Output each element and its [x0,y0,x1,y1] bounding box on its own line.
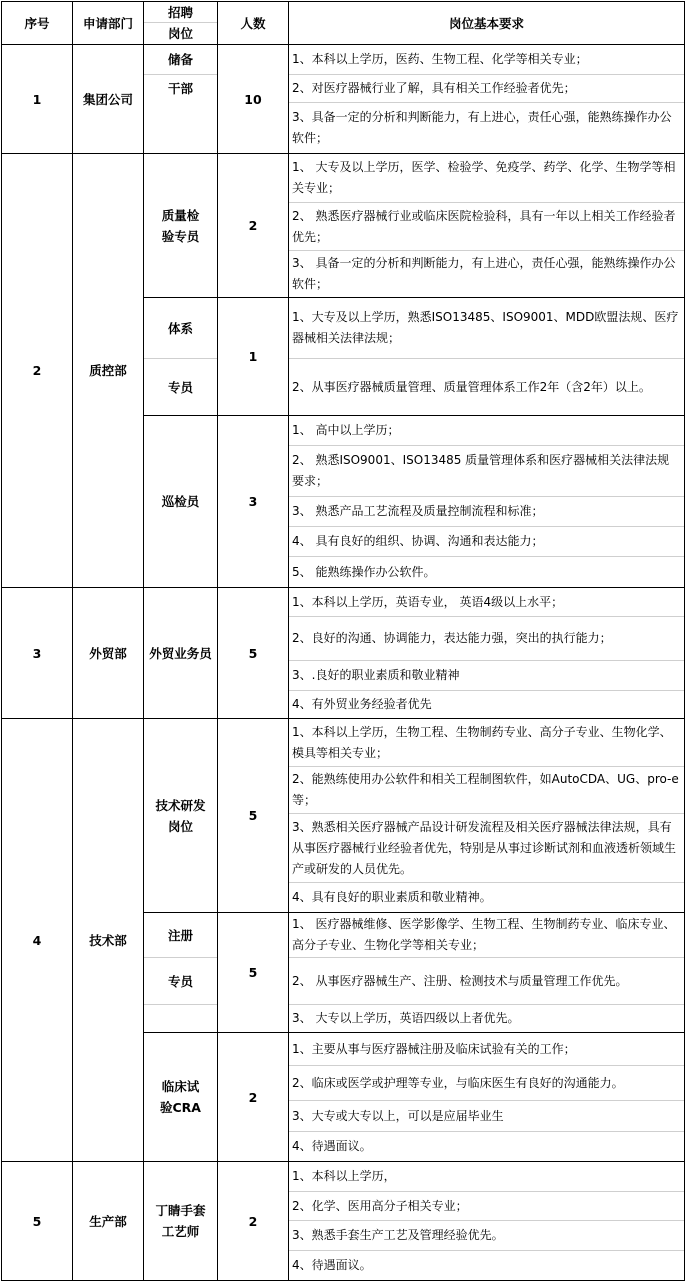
requirement-item: 4、 具有良好的组织、协调、沟通和表达能力； [292,534,544,548]
requirement-item: 2、 从事医疗器械生产、注册、检测技术与质量管理工作优先。 [292,973,628,988]
row-dept: 质控部 [89,363,127,378]
requirement-item: 4、具有良好的职业素质和敬业精神。 [292,890,492,904]
requirement-item: 3、 熟悉产品工艺流程及质量控制流程和标准； [292,504,544,518]
requirement-item: 2、良好的沟通、协调能力，表达能力强，突出的执行能力； [292,631,612,645]
header-post-line2: 岗位 [167,26,193,41]
requirement-item: 3、具备一定的分析和判断能力，有上进心，责任心强，能熟练操作办公软件； [292,110,672,145]
post-count: 3 [248,494,258,509]
post-count: 10 [244,91,262,107]
requirement-item: 1、本科以上学历， [292,1169,396,1183]
post-count: 1 [248,349,258,364]
requirement-item: 1、 医疗器械维修、医学影像学、生物工程、生物制药专业、临床专业、高分子专业、生物化学等相关专业； [292,917,676,952]
row-dept: 外贸部 [89,645,127,661]
requirement-item: 1、 高中以上学历； [292,423,400,437]
row-seq: 2 [32,363,42,378]
header-count: 人数 [240,15,266,31]
requirement-item: 4、有外贸业务经验者优先 [292,697,432,711]
post-name: 专员 [167,973,193,989]
requirement-item: 2、化学、医用高分子相关专业； [292,1198,468,1213]
post-count: 5 [248,808,258,823]
row-dept: 技术部 [89,932,127,948]
requirement-item: 1、本科以上学历，医药、生物工程、化学等相关专业； [292,52,588,66]
requirement-item: 3、 具备一定的分析和判断能力，有上进心，责任心强，能熟练操作办公软件； [292,256,676,291]
row-seq: 1 [32,91,42,107]
post-name: 干部 [167,81,193,96]
post-count: 5 [248,645,258,661]
requirement-item: 1、 大专及以上学历，医学、检验学、免疫学、药学、化学、生物学等相关专业； [292,160,676,195]
post-name: 注册 [167,927,193,943]
post-name: 丁睛手套工艺师 [155,1203,206,1239]
header-requirements: 岗位基本要求 [448,15,524,31]
post-name: 专员 [167,379,193,395]
header-seq: 序号 [24,15,50,31]
header-post-line1: 招聘 [167,4,193,20]
requirement-item: 3、熟悉手套生产工艺及管理经验优先。 [292,1228,504,1242]
requirement-item: 2、 熟悉ISO9001、ISO13485 质量管理体系和医疗器械相关法律法规要求； [292,453,670,488]
row-seq: 5 [32,1213,42,1229]
requirement-item: 3、大专或大专以上，可以是应届毕业生 [292,1108,504,1123]
requirement-item: 2、从事医疗器械质量管理、质量管理体系工作2年（含2年）以上。 [292,379,651,394]
requirement-item: 1、主要从事与医疗器械注册及临床试验有关的工作； [292,1041,576,1056]
requirement-item: 1、本科以上学历，生物工程、生物制药专业、高分子专业、生物化学、模具等相关专业； [292,724,672,760]
requirement-item: 1、大专及以上学历，熟悉ISO13485、ISO9001、MDD欧盟法规、医疗器械相关法律法规； [292,310,679,345]
post-count: 5 [248,965,258,980]
post-count: 2 [248,1089,258,1105]
requirement-item: 2、能熟练使用办公软件和相关工程制图软件，如AutoCDA、UG、pro-e等； [292,772,679,807]
post-name: 质量检验专员 [161,207,200,244]
post-name: 巡检员 [161,494,200,509]
post-name: 技术研发岗位 [155,797,206,834]
requirement-item: 2、 熟悉医疗器械行业或临床医院检验科，具有一年以上相关工作经验者优先； [292,208,676,244]
post-name: 外贸业务员 [149,645,212,661]
requirement-item: 3、.良好的职业素质和敬业精神 [292,668,460,682]
row-seq: 3 [32,645,42,661]
requirement-item: 1、本科以上学历，英语专业， 英语4级以上水平； [292,594,564,609]
header-dept: 申请部门 [82,15,133,31]
post-name: 临床试验CRA [160,1079,201,1115]
post-name: 体系 [167,320,193,336]
row-dept: 生产部 [89,1213,127,1229]
post-count: 2 [248,218,258,233]
requirement-item: 4、待遇面议。 [292,1258,372,1272]
row-seq: 4 [32,932,42,948]
post-name: 储备 [167,52,193,67]
requirement-item: 2、临床或医学或护理等专业，与临床医生有良好的沟通能力。 [292,1075,624,1090]
requirement-item: 2、对医疗器械行业了解，具有相关工作经验者优先； [292,81,576,95]
post-count: 2 [248,1213,258,1229]
requirement-item: 3、熟悉相关医疗器械产品设计研发流程及相关医疗器械法律法规，具有从事医疗器械行业经验者优先，特别是从事过诊断试剂和血液透析领域生产或研发的人员优先。 [292,819,677,876]
row-dept: 集团公司 [82,91,133,107]
requirement-item: 4、待遇面议。 [292,1139,372,1153]
requirement-item: 3、 大专以上学历，英语四级以上者优先。 [292,1011,520,1025]
requirement-item: 5、 能熟练操作办公软件。 [292,564,436,579]
